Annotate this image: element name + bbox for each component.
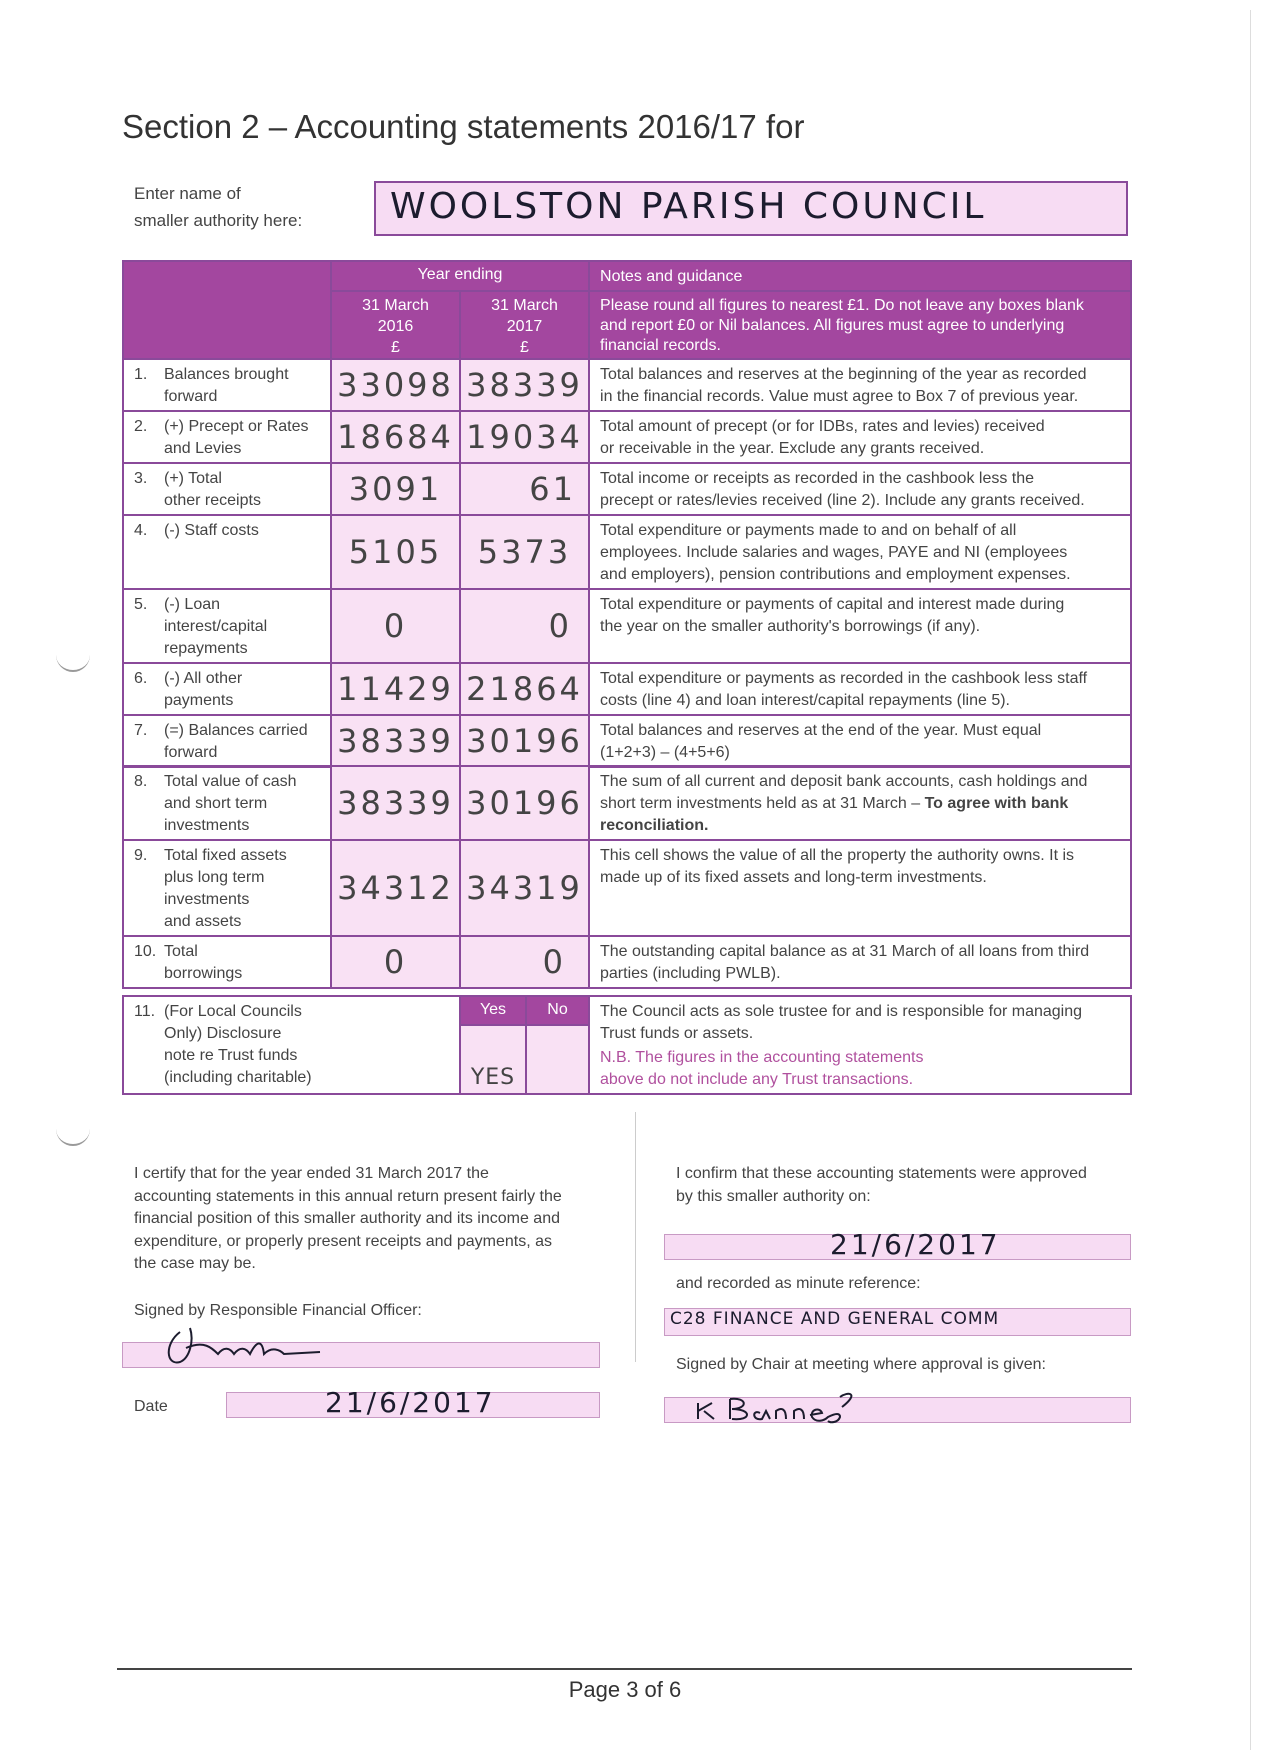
page-number: Page 3 of 6 <box>568 1677 682 1702</box>
page-title: Section 2 – Accounting statements 2016/17 for <box>122 108 805 145</box>
trust-note: The Council acts as sole trustee for and is responsible for managing Trust funds or assets. N.B. The figures in the accounting statements above do not include any Trust transactions. <box>589 996 1131 1094</box>
col-2017-header: 31 March 2017 £ <box>460 291 589 359</box>
row-label: 10. Total borrowings <box>123 936 331 988</box>
row-label: 2. (+) Precept or Rates and Levies <box>123 411 331 463</box>
table-row <box>123 936 1131 988</box>
accounting-table-main <box>122 260 1132 768</box>
chair-signature-label: Signed by Chair at meeting where approval is given: <box>676 1356 1046 1373</box>
row-label: 1. Balances brought forward <box>123 359 331 411</box>
row-note: Total income or receipts as recorded in the cashbook less the precept or rates/levies received (line 2). Include any grants received. <box>589 463 1131 515</box>
header-blank-cell <box>123 261 331 359</box>
value-2016-cell[interactable]: 34312 <box>331 840 460 936</box>
table-row <box>123 715 1131 767</box>
certification-statement: I certify that for the year ended 31 March 2017 the accounting statements in this annual return present fairly the financial position of this smaller authority and its income and expenditure, or properly present receipts and payments, as the case may be. <box>134 1165 562 1272</box>
value-2016-cell[interactable]: 0 <box>331 589 460 663</box>
rfo-signature-label: Signed by Responsible Financial Officer: <box>134 1302 422 1319</box>
accounting-table-assets <box>122 765 1132 989</box>
value-2016-cell[interactable]: 38339 <box>331 766 460 840</box>
minute-reference-label: and recorded as minute reference: <box>676 1275 921 1292</box>
value-2017-cell[interactable]: 0 <box>460 589 589 663</box>
value-2017-cell[interactable]: 19034 <box>460 411 589 463</box>
table-row <box>123 766 1131 840</box>
value-2017-cell[interactable]: 38339 <box>460 359 589 411</box>
row-note: Total balances and reserves at the beginning of the year as recorded in the financial records. Value must agree to Box 7 of previous year. <box>589 359 1131 411</box>
table-row <box>123 589 1131 663</box>
value-2016-cell[interactable]: 5105 <box>331 515 460 589</box>
rounding-guidance: Please round all figures to nearest £1. Do not leave any boxes blank and report £0 or Nil balances. All figures must agree to underlying financial records. <box>589 291 1131 359</box>
notes-header: Notes and guidance <box>589 261 1131 291</box>
minute-reference-value: C28 FINANCE AND GENERAL COMM <box>670 1309 1000 1329</box>
value-2017-cell[interactable]: 21864 <box>460 663 589 715</box>
table-row <box>123 840 1131 936</box>
yes-header: Yes <box>460 996 526 1025</box>
row-note: The outstanding capital balance as at 31 March of all loans from third parties (including PWLB). <box>589 936 1131 988</box>
row-label: 3. (+) Total other receipts <box>123 463 331 515</box>
value-2017-cell[interactable]: 30196 <box>460 715 589 767</box>
value-2016-cell[interactable]: 0 <box>331 936 460 988</box>
row-note: Total expenditure or payments as recorded in the cashbook less staff costs (line 4) and loan interest/capital repayments (line 5). <box>589 663 1131 715</box>
trust-funds-table <box>122 995 1132 1095</box>
row-label: 7. (=) Balances carried forward <box>123 715 331 767</box>
row-label: 9. Total fixed assets plus long term investments and assets <box>123 840 331 936</box>
value-2017-cell[interactable]: 0 <box>460 936 589 988</box>
value-2017-cell[interactable]: 30196 <box>460 766 589 840</box>
punch-hole-mark <box>56 1126 90 1146</box>
value-2016-cell[interactable]: 11429 <box>331 663 460 715</box>
table-row <box>123 515 1131 589</box>
rfo-date-value: 21/6/2017 <box>325 1386 496 1419</box>
authority-name-value: WOOLSTON PARISH COUNCIL <box>390 186 987 227</box>
rfo-signature <box>160 1318 330 1370</box>
row-label: 4. (-) Staff costs <box>123 515 331 589</box>
row-note: The sum of all current and deposit bank accounts, cash holdings and short term investments held as at 31 March – To agree with bank reconciliation. <box>589 766 1131 840</box>
value-2017-cell[interactable]: 5373 <box>460 515 589 589</box>
table-row <box>123 411 1131 463</box>
value-2017-cell[interactable]: 61 <box>460 463 589 515</box>
trust-no-cell[interactable] <box>526 1025 589 1094</box>
footer-rule <box>117 1668 1132 1670</box>
value-2016-cell[interactable]: 3091 <box>331 463 460 515</box>
row-label: 8. Total value of cash and short term investments <box>123 766 331 840</box>
table-row <box>123 359 1131 411</box>
trust-yes-cell[interactable]: YES <box>460 1025 526 1094</box>
column-divider <box>635 1112 636 1362</box>
page-edge-line <box>1250 10 1251 1750</box>
row-note: Total balances and reserves at the end of the year. Must equal (1+2+3) – (4+5+6) <box>589 715 1131 767</box>
value-2017-cell[interactable]: 34319 <box>460 840 589 936</box>
row-note: Total amount of precept (or for IDBs, rates and levies) received or receivable in the year. Exclude any grants received. <box>589 411 1131 463</box>
year-ending-header: Year ending <box>331 261 589 291</box>
approval-date-value: 21/6/2017 <box>830 1228 1001 1261</box>
approval-statement: I confirm that these accounting statements were approved by this smaller authority on: <box>676 1165 1087 1205</box>
date-label: Date <box>134 1398 168 1415</box>
value-2016-cell[interactable]: 18684 <box>331 411 460 463</box>
value-2016-cell[interactable]: 33098 <box>331 359 460 411</box>
authority-name-label: Enter name of smaller authority here: <box>134 184 303 230</box>
punch-hole-mark <box>56 652 90 672</box>
trust-label: 11. (For Local Councils Only) Disclosure note re Trust funds (including charitable) <box>123 996 460 1094</box>
row-label: 5. (-) Loan interest/capital repayments <box>123 589 331 663</box>
row-label: 6. (-) All other payments <box>123 663 331 715</box>
row-note: This cell shows the value of all the property the authority owns. It is made up of its fixed assets and long-term investments. <box>589 840 1131 936</box>
col-2016-header: 31 March 2016 £ <box>331 291 460 359</box>
no-header: No <box>526 996 589 1025</box>
table-row <box>123 463 1131 515</box>
chair-signature <box>690 1383 940 1429</box>
row-note: Total expenditure or payments made to and on behalf of all employees. Include salaries and wages, PAYE and NI (employees and employers), pension contributions and employment expenses. <box>589 515 1131 589</box>
value-2016-cell[interactable]: 38339 <box>331 715 460 767</box>
table-row <box>123 663 1131 715</box>
row-note: Total expenditure or payments of capital and interest made during the year on the smaller authority's borrowings (if any). <box>589 589 1131 663</box>
